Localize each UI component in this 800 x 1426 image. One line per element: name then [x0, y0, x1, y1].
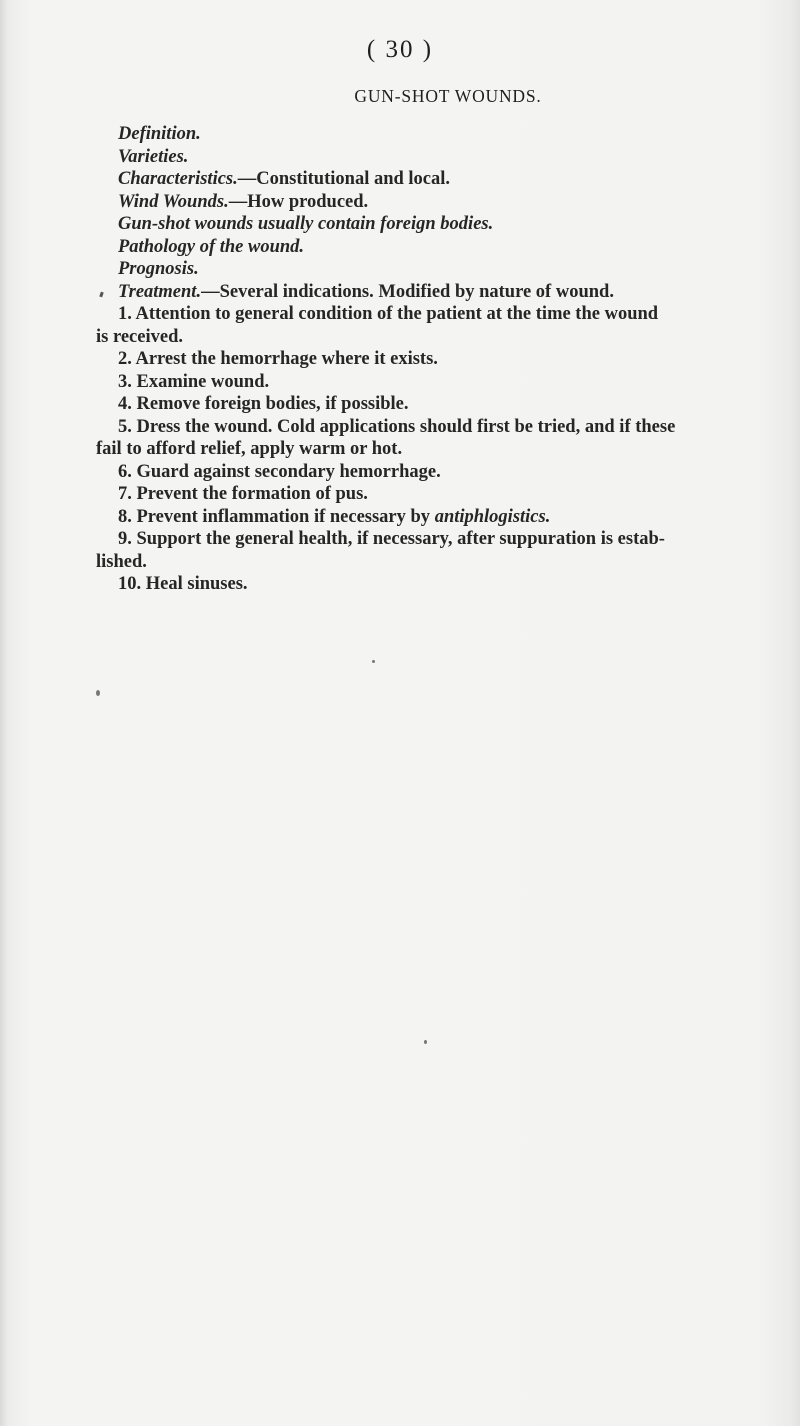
item-text: Examine wound. [136, 371, 270, 392]
item-number: 10. [118, 574, 142, 594]
item-number: 5. [118, 416, 132, 437]
list-item [118, 483, 768, 506]
heading-rest: —Constitutional and local. [237, 169, 451, 189]
item-text: Attention to general condition of the patient at the time the wound [135, 304, 659, 324]
heading-label: Treatment. [118, 281, 202, 302]
heading-line-varieties [118, 146, 768, 169]
item-text: Guard against secondary hemorrhage. [136, 461, 441, 482]
heading-line-prognosis [118, 258, 768, 281]
item-text: Arrest the hemorrhage where it exists. [135, 349, 438, 369]
item-number: 7. [118, 484, 132, 504]
item-number: 6. [118, 461, 132, 482]
heading-line-characteristics [118, 168, 768, 191]
item-text: Prevent inflammation if necessary by [136, 506, 431, 527]
heading-rest: —How produced. [228, 191, 369, 212]
body-text [96, 123, 768, 596]
list-item [118, 416, 768, 439]
heading-line-wind-wounds [118, 191, 768, 214]
item-number: 9. [118, 529, 132, 549]
item-text: Support the general health, if necessary, after suppuration is estab- [136, 529, 665, 549]
running-head: GUN-SHOT WOUNDS. [354, 86, 542, 106]
item-text: Remove foreign bodies, if possible. [136, 394, 409, 414]
item-number: 8. [118, 506, 132, 527]
heading-label: Wind Wounds. [118, 191, 229, 212]
list-item-continuation: lished. [96, 551, 147, 572]
item-number: 1. [118, 304, 132, 324]
page-number: ( 30 ) [366, 36, 434, 63]
heading-rest: —Several indications. Modified by nature of wound. [201, 281, 614, 302]
paper-speck [96, 690, 100, 696]
item-number: 4. [118, 394, 132, 414]
heading-label: Prognosis. [118, 259, 199, 279]
heading-line-foreign-bodies [118, 213, 768, 236]
heading-label: Varieties. [118, 146, 189, 167]
list-item [118, 528, 768, 551]
item-text: Dress the wound. Cold applications should first be tried, and if these [136, 416, 676, 437]
heading-line-pathology [118, 236, 768, 259]
list-item [118, 506, 768, 529]
margin-mark [99, 292, 104, 298]
item-number: 3. [118, 371, 132, 392]
heading-line-treatment [118, 281, 768, 304]
list-item-continuation: fail to afford relief, apply warm or hot. [96, 439, 403, 459]
heading-label: Pathology of the wound. [118, 236, 305, 257]
list-item [118, 371, 768, 394]
list-item [118, 573, 768, 596]
item-number: 2. [118, 349, 132, 369]
paper-speck [424, 1040, 427, 1044]
list-item [118, 348, 768, 371]
list-item [118, 303, 768, 326]
paper-speck [372, 660, 375, 663]
heading-label: Definition. [118, 124, 201, 144]
heading-line-definition [118, 123, 768, 146]
list-item-continuation: is received. [96, 326, 183, 347]
item-italic-term: antiphlogistics. [434, 506, 551, 527]
item-text: Heal sinuses. [145, 574, 248, 594]
list-item [118, 393, 768, 416]
item-text: Prevent the formation of pus. [136, 484, 368, 504]
heading-label: Characteristics. [118, 169, 238, 189]
heading-label: Gun-shot wounds usually contain foreign bodies. [118, 214, 494, 234]
list-item [118, 461, 768, 484]
